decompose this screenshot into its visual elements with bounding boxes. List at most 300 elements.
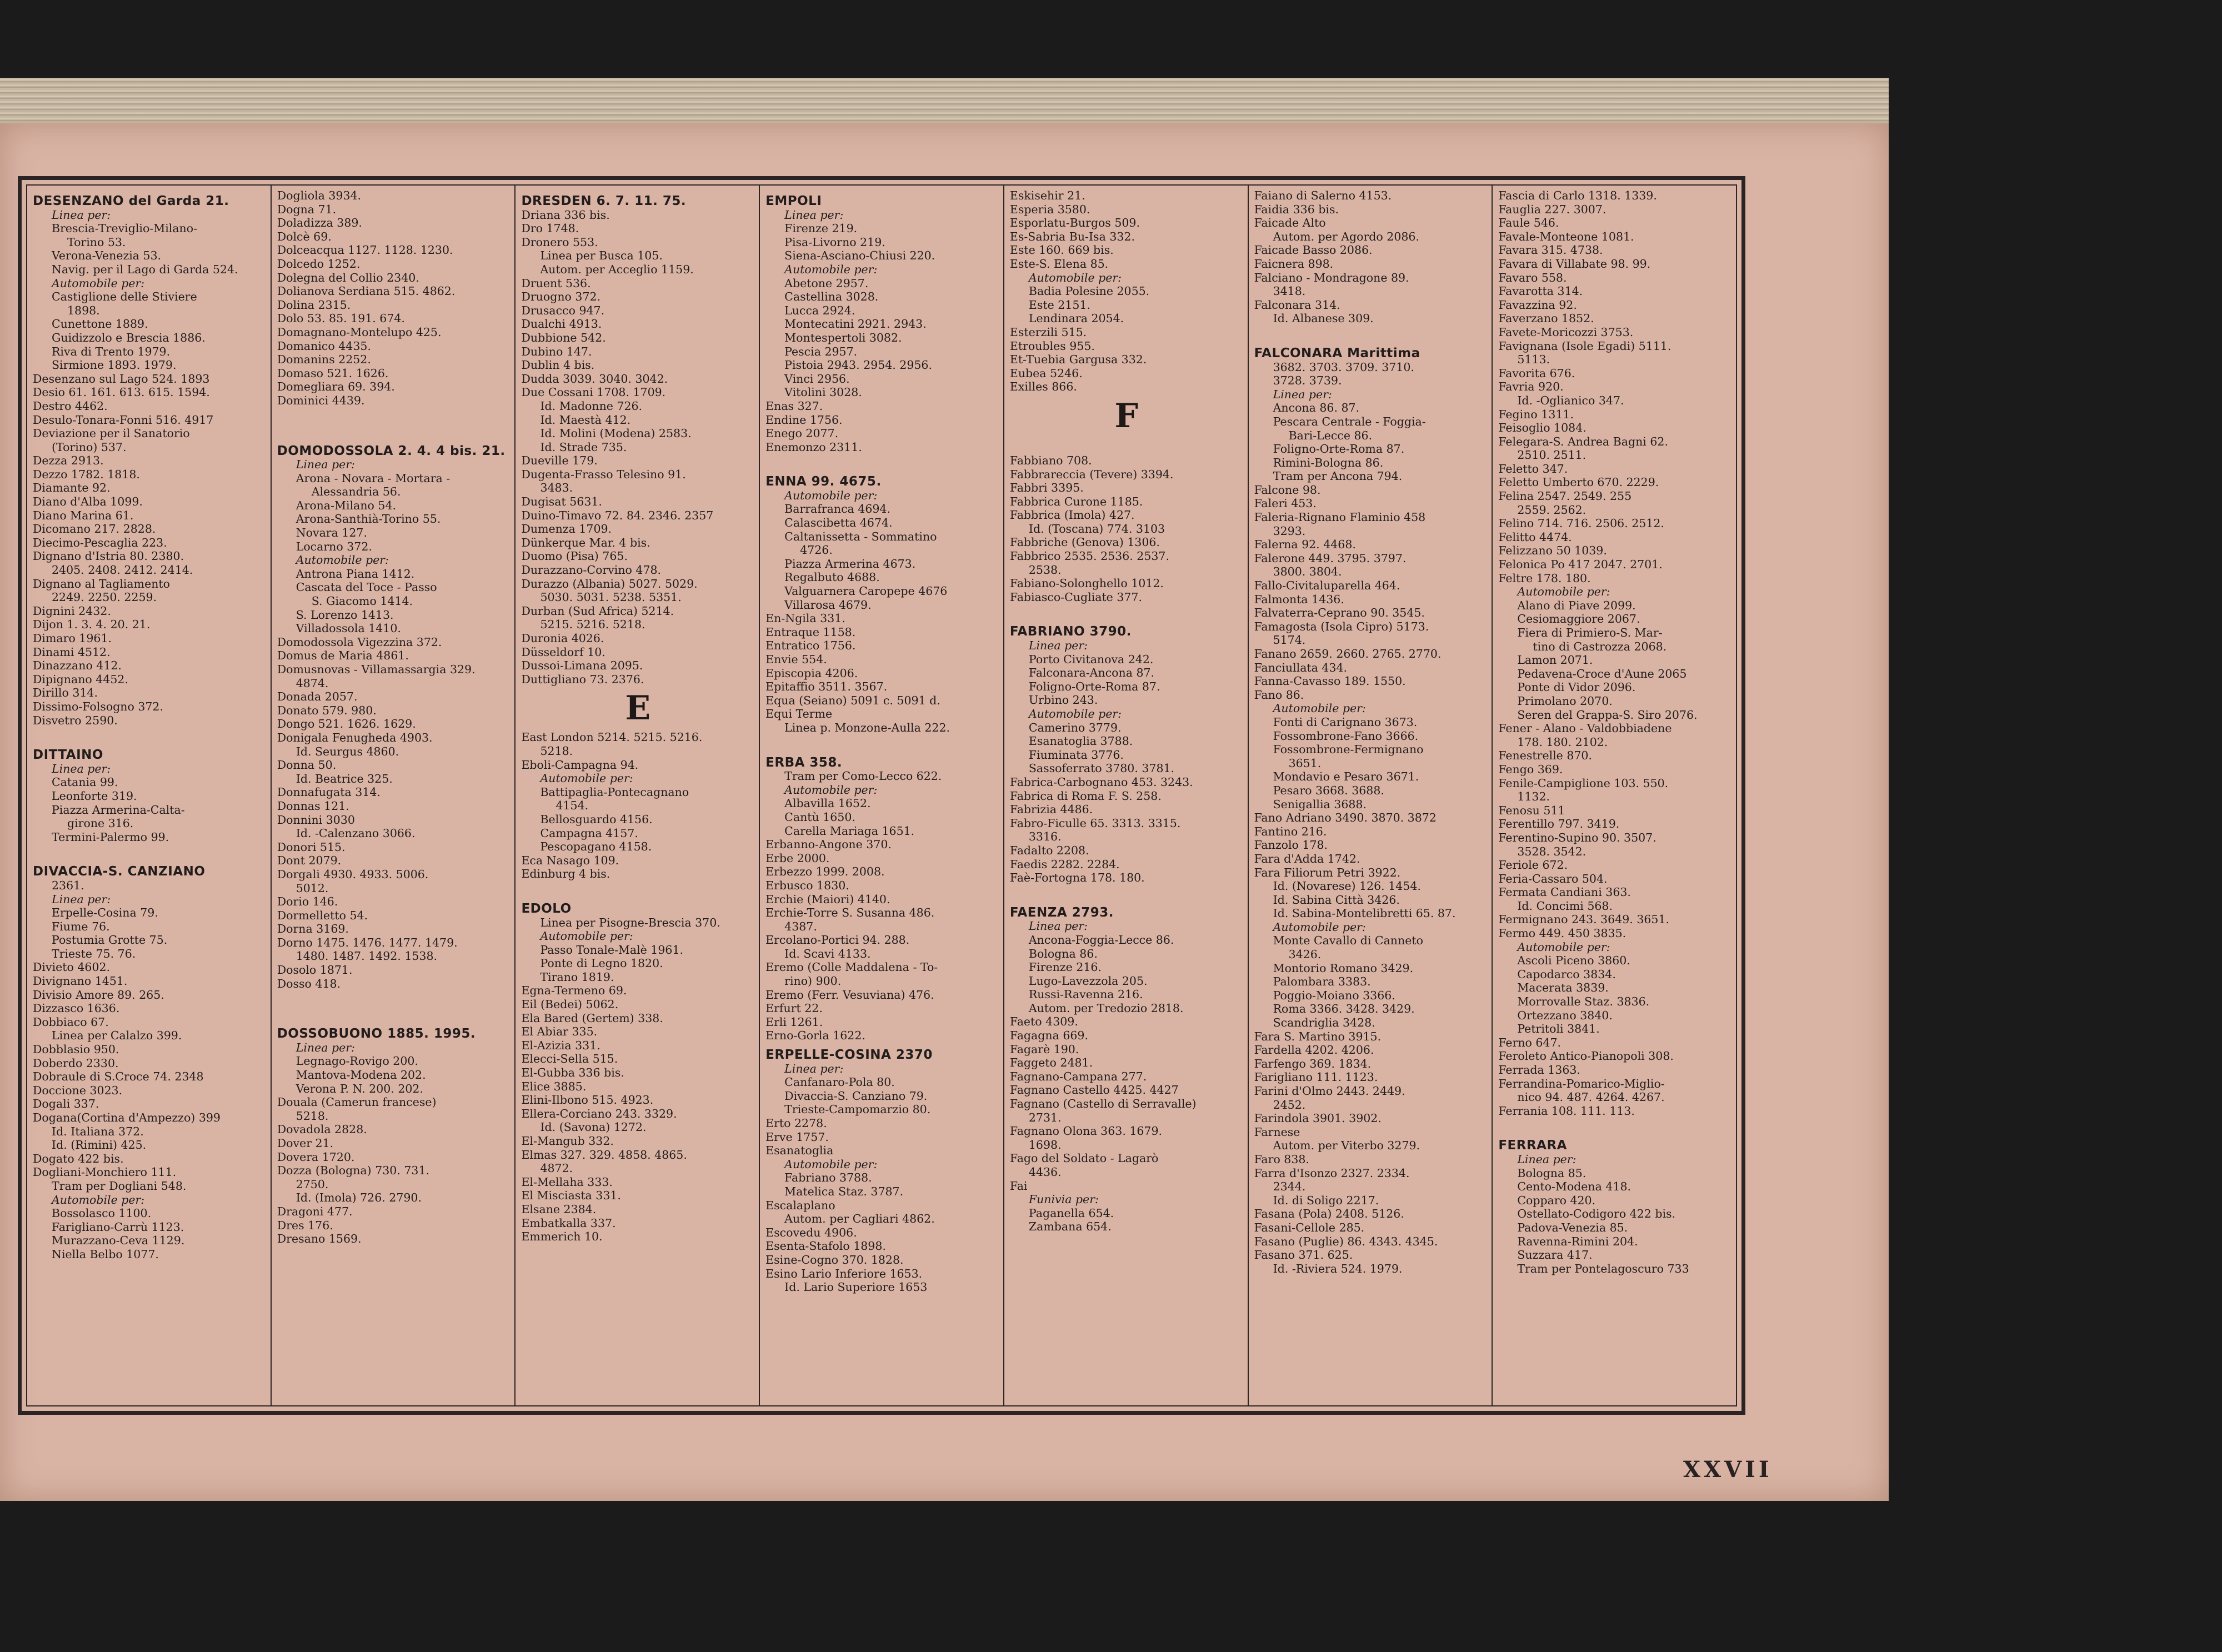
index-entry: Esine-Cogno 370. 1828. [765,1253,904,1266]
index-entry: Duino-Timavo 72. 84. 2346. 2357 [521,508,714,522]
index-entry: Donada 2057. [277,690,358,704]
index-entry: 5215. 5216. 5218. [540,618,645,632]
index-entry: S. Lorenzo 1413. [296,608,394,622]
index-entry: Felonica Po 417 2047. 2701. [1498,558,1663,572]
index-entry: Sassoferrato 3780. 3781. [1028,762,1175,775]
index-entry: Favorita 676. [1498,366,1575,380]
index-entry: Ascoli Piceno 3860. [1517,954,1630,968]
index-entry: Domagnano-Montelupo 425. [277,325,442,339]
index-entry: Dublin 4 bis. [521,358,595,372]
index-entry: Ferentino-Supino 90. 3507. [1498,830,1657,844]
index-entry: Dubino 147. [521,344,592,358]
index-entry: Fabiasco-Cugliate 377. [1009,590,1142,604]
index-entry: Firenze 219. [784,222,858,236]
index-entry: Donigala Fenugheda 4903. [277,730,433,744]
index-entry: Dezza 2913. [33,454,104,468]
index-entry: Petritoli 3841. [1517,1022,1600,1036]
index-entry: Fenestrelle 870. [1498,749,1592,763]
index-entry: Villadossola 1410. [296,622,401,635]
index-entry: Automobile per: [784,1157,878,1171]
index-entry: Murazzano-Ceva 1129. [52,1234,185,1248]
index-entry: Favaro 558. [1498,271,1567,284]
index-entry: Lucca 2924. [784,303,855,317]
index-entry: Ferno 647. [1498,1035,1562,1049]
spacer [765,735,999,750]
index-entry: Faiano di Salerno 4153. [1254,189,1392,202]
index-entry: Linea per: [1028,639,1088,653]
index-entry: Falvaterra-Ceprano 90. 3545. [1254,606,1425,620]
index-entry: Escalaplano [765,1198,835,1212]
index-entry: Escovedu 4906. [765,1225,857,1239]
index-entry: Fiume 76. [52,919,110,933]
index-entry: Feletto Umberto 670. 2229. [1498,475,1659,489]
index-entry: Sirmione 1893. 1979. [52,358,177,372]
index-entry: Fanzolo 178. [1254,838,1328,852]
index-entry: Id. -Oglianico 347. [1517,393,1624,407]
index-entry: Linea per: [52,762,111,775]
index-entry: Dolo 53. 85. 191. 674. [277,312,405,326]
index-entry: Id. Seurgus 4860. [296,744,399,758]
index-entry: Fasano (Puglie) 86. 4343. 4345. [1254,1234,1438,1248]
index-entry: Erpelle-Cosina 79. [52,906,158,920]
index-entry: Linea per: [52,892,111,906]
index-entry: Ferentillo 797. 3419. [1498,817,1620,831]
index-entry: Duomo (Pisa) 765. [521,549,628,563]
index-entry: Id. Madonne 726. [540,399,643,413]
index-entry: Arona - Novara - Mortara - [296,471,451,485]
index-entry: Dijon 1. 3. 4. 20. 21. [33,618,151,632]
index-entry: Disvetro 2590. [33,713,118,727]
index-column-3 [516,186,760,1405]
index-entry: Id. Strade 735. [540,440,627,454]
index-entry: Dinami 4512. [33,645,111,659]
index-entry: Divaccia-S. Canziano 79. [784,1089,928,1103]
index-entry: Autom. per Viterbo 3279. [1273,1139,1420,1153]
spacer [1010,885,1243,900]
index-entry: Fermo 449. 450 3835. [1498,927,1627,940]
index-entry: Automobile per: [1517,585,1610,599]
index-entry: Ponte di Vidor 2096. [1517,680,1636,694]
index-entry: Famagosta (Isola Cipro) 5173. [1254,619,1429,633]
index-entry: nico 94. 487. 4264. 4267. [1517,1090,1665,1104]
index-entry: Duronia 4026. [521,632,604,645]
index-entry: Fano 86. [1254,688,1304,702]
index-entry: Faverzano 1852. [1498,312,1594,326]
index-entry: Farigliano-Carrù 1123. [52,1220,184,1234]
index-entry: Doladizza 389. [277,216,362,230]
index-entry: Faleria-Rignano Flaminio 458 [1254,510,1426,524]
index-entry: 5218. [296,1109,329,1123]
index-entry: Durban (Sud Africa) 5214. [521,604,674,618]
index-entry: Catania 99. [52,775,118,789]
index-entry: Et-Tuebia Gargusa 332. [1009,353,1147,367]
index-entry: Falciano - Mondragone 89. [1254,271,1409,284]
index-entry: Fascia di Carlo 1318. 1339. [1498,189,1657,202]
index-entry: Erfurt 22. [765,1002,823,1015]
index-entry: Fasana (Pola) 2408. 5126. [1254,1207,1404,1221]
index-entry: Dignano d'Istria 80. 2380. [33,549,184,563]
index-entry: El-Azizia 331. [521,1038,600,1052]
index-entry: Fengo 369. [1498,762,1563,776]
index-entry: Dresano 1569. [277,1232,362,1246]
index-entry: Zambana 654. [1028,1220,1112,1234]
index-entry: Erbe 2000. [765,851,830,865]
index-entry: Dogliola 3934. [277,189,362,202]
index-entry: Ostellato-Codigoro 422 bis. [1517,1207,1676,1221]
index-entry: 3483. [540,481,573,495]
index-entry: 3800. 3804. [1273,565,1342,579]
index-entry: Seren del Grappa-S. Siro 2076. [1517,708,1698,722]
index-entry: Linea per: [784,208,844,222]
index-heading: DOSSOBUONO 1885. 1995. [277,1027,476,1042]
index-entry: Dogato 422 bis. [33,1152,124,1165]
index-entry: 2538. [1028,563,1062,577]
index-entry: Verona P. N. 200. 202. [296,1082,423,1095]
index-entry: El Abiar 335. [521,1025,598,1039]
index-entry: Morrovalle Staz. 3836. [1517,995,1650,1009]
index-entry: Falcone 98. [1254,483,1321,497]
index-entry: Dro 1748. [521,222,579,236]
index-entry: Automobile per: [296,553,389,567]
index-entry: Trieste 75. 76. [52,947,136,960]
index-entry: Dosolo 1871. [277,963,353,977]
index-entry: Dueville 179. [521,454,598,468]
index-entry: 3728. 3739. [1273,374,1342,388]
index-heading: DESENZANO del Garda 21. [33,194,229,208]
index-entry: 5174. [1273,633,1306,647]
index-entry: Battipaglia-Pontecagnano [540,785,689,799]
index-entry: Fanciullata 434. [1254,660,1348,674]
index-entry: Dogana(Cortina d'Ampezzo) 399 [33,1111,221,1124]
index-entry: Senigallia 3688. [1273,797,1367,811]
index-entry: Postumia Grotte 75. [52,933,168,947]
index-entry: Fabbrica Curone 1185. [1009,494,1143,508]
index-entry: Linea per: [1517,1152,1577,1166]
index-entry: Dogliani-Monchiero 111. [33,1165,177,1179]
index-entry: Fabrizia 4486. [1009,803,1093,817]
index-entry: Monte Cavallo di Canneto [1273,934,1423,948]
index-entry: Falerone 449. 3795. 3797. [1254,551,1407,565]
index-entry: Bellosguardo 4156. [540,812,653,826]
index-entry: Suzzara 417. [1517,1248,1593,1262]
index-entry: Equa (Seiano) 5091 c. 5091 d. [765,693,940,707]
index-entry: Id. Scavi 4133. [784,947,871,960]
index-entry: Badia Polesine 2055. [1028,284,1150,298]
index-entry: Favazzina 92. [1498,298,1577,312]
index-column-6 [1249,186,1493,1405]
index-entry: Cunettone 1889. [52,317,148,331]
index-entry: Fabriano 3788. [784,1171,872,1185]
index-column-1 [27,186,272,1405]
index-entry: Autom. per Cagliari 4862. [784,1212,935,1226]
index-entry: Bologna 86. [1028,947,1098,960]
index-entry: Cento-Modena 418. [1517,1180,1632,1194]
index-entry: Faedis 2282. 2284. [1009,857,1120,871]
index-entry: 1898. [67,303,100,317]
index-entry: Pesaro 3668. 3688. [1273,783,1384,797]
index-entry: Automobile per: [540,772,633,785]
index-entry: Domanins 2252. [277,353,371,367]
index-entry: Villarosa 4679. [784,598,872,612]
index-entry: Deviazione per il Sanatorio [33,427,190,440]
index-columns [26,184,1737,1406]
index-entry: Pisa-Livorno 219. [784,235,885,249]
index-entry: 3316. [1028,830,1062,844]
index-entry: Verona-Venezia 53. [52,249,162,263]
index-entry: Erve 1757. [765,1130,829,1144]
index-entry: Drusacco 947. [521,303,605,317]
index-entry: Fallo-Civitaluparella 464. [1254,579,1400,593]
index-entry: Id. Beatrice 325. [296,772,393,785]
index-entry: Dolcedo 1252. [277,257,361,271]
index-heading: DIVACCIA-S. CANZIANO [33,864,206,879]
index-entry: Id. Italiana 372. [52,1124,144,1138]
index-entry: Id. (Savona) 1272. [540,1120,647,1134]
index-entry: Favale-Monteone 1081. [1498,229,1634,243]
index-entry: Piazza Armerina-Calta- [52,803,185,817]
index-entry: Fasani-Cellole 285. [1254,1220,1365,1234]
index-entry: 2731. [1028,1110,1062,1124]
index-entry: (Torino) 537. [52,440,127,454]
index-entry: Fonti di Carignano 3673. [1273,715,1418,729]
index-entry: Dolianova Serdiana 515. 4862. [277,284,456,298]
index-entry: Elini-Ilbono 515. 4923. [521,1093,654,1107]
index-entry: Durazzo (Albania) 5027. 5029. [521,577,698,590]
index-entry: Fabiano-Solonghello 1012. [1009,577,1164,590]
index-entry: Faicnera 898. [1254,257,1334,271]
index-heading: ENNA 99. 4675. [765,474,882,489]
index-entry: Driana 336 bis. [521,208,610,222]
spacer [277,408,511,423]
index-frame [18,176,1745,1415]
index-entry: Ortezzano 3840. [1517,1008,1613,1022]
index-entry: Erbanno-Angone 370. [765,838,892,852]
index-entry: Este-S. Elena 85. [1009,257,1109,271]
index-entry: Episcopia 4206. [765,666,858,680]
index-entry: Elsane 2384. [521,1202,597,1216]
index-heading: FABRIANO 3790. [1009,624,1132,639]
index-entry: Id. -Riviera 524. 1979. [1273,1261,1403,1275]
index-entry: Düsseldorf 10. [521,645,605,659]
index-entry: Durazzano-Corvino 478. [521,563,662,577]
index-entry: Fago del Soldato - Lagarò [1009,1152,1159,1165]
index-entry: Eremo (Colle Maddalena - To- [765,960,938,974]
index-entry: Lugo-Lavezzola 205. [1028,974,1148,988]
index-entry: Siena-Asciano-Chiusi 220. [784,249,935,263]
index-entry: Ravenna-Rimini 204. [1517,1234,1638,1248]
index-entry: Castiglione delle Stiviere [52,290,197,304]
index-entry: Faule 546. [1498,216,1559,230]
index-entry: Enego 2077. [765,427,839,440]
spacer [521,881,754,897]
index-entry: Arona-Santhià-Torino 55. [296,512,441,526]
index-entry: Faidia 336 bis. [1254,202,1339,216]
index-heading: DRESDEN 6. 7. 11. 75. [521,194,687,208]
index-entry: Dosso 418. [277,977,341,990]
index-entry: Dussoi-Limana 2095. [521,659,643,673]
index-entry: Automobile per: [1273,702,1366,715]
index-entry: Regalbuto 4688. [784,570,880,584]
index-entry: Dovadola 2828. [277,1123,367,1137]
index-entry: Autom. per Agordo 2086. [1273,229,1419,243]
index-entry: Fermata Candiani 363. [1498,885,1631,899]
index-entry: Fara Filiorum Petri 3922. [1254,865,1401,879]
index-entry: Dozza (Bologna) 730. 731. [277,1164,430,1178]
index-heading: EDOLO [521,901,572,916]
index-entry: Mondavio e Pesaro 3671. [1273,770,1419,784]
index-entry: El-Mangub 332. [521,1134,614,1148]
index-entry: Valguarnera Caropepe 4676 [784,584,948,598]
index-entry: Fabbrica (Imola) 427. [1009,508,1135,522]
index-entry: Felino 714. 716. 2506. 2512. [1498,517,1664,530]
index-entry: Tram per Pontelagoscuro 733 [1517,1261,1689,1275]
index-entry: Vinci 2956. [784,372,850,386]
index-entry: Felegara-S. Andrea Bagni 62. [1498,434,1668,448]
index-entry: Navig. per il Lago di Garda 524. [52,262,238,276]
index-entry: 2405. 2408. 2412. 2414. [52,563,193,577]
index-entry: Fagnano (Castello di Serravalle) [1009,1097,1197,1111]
index-entry: 5030. 5031. 5238. 5351. [540,590,682,604]
index-entry: El-Mellaha 333. [521,1175,613,1189]
index-entry: Faicade Alto [1254,216,1326,230]
index-entry: Dormelletto 54. [277,908,368,922]
index-entry: Id. (Novarese) 126. 1454. [1273,879,1421,893]
index-entry: Felitto 4474. [1498,530,1572,544]
index-entry: Automobile per: [1028,707,1122,720]
index-entry: Fagagna 669. [1009,1029,1088,1043]
index-entry: Envie 554. [765,653,827,666]
index-entry: Termini-Palermo 99. [52,830,169,844]
index-entry: Pescia 2957. [784,344,858,358]
index-entry: Linea per Pisogne-Brescia 370. [540,915,720,929]
spacer [1498,1118,1731,1133]
index-entry: 2361. [52,878,84,892]
index-entry: Urbino 243. [1028,693,1098,707]
index-entry: Favarotta 314. [1498,284,1583,298]
index-entry: Ponte di Legno 1820. [540,957,663,970]
index-entry: Dissimo-Folsogno 372. [33,699,163,713]
index-entry: Bari-Lecce 86. [1288,428,1373,442]
index-entry: Dimaro 1961. [33,632,112,645]
index-entry: Dobblasio 950. [33,1043,119,1057]
index-entry: S. Giacomo 1414. [311,594,413,608]
index-entry: Id. (Rimini) 425. [52,1138,147,1152]
index-entry: Leonforte 319. [52,789,137,803]
spacer [277,423,511,439]
index-entry: Tram per Dogliani 548. [52,1179,187,1193]
index-entry: Linea per: [784,1062,844,1075]
index-entry: Due Cossani 1708. 1709. [521,386,666,399]
index-entry: Dragoni 477. [277,1204,353,1218]
index-entry: Palombara 3383. [1273,975,1371,989]
index-entry: Automobile per: [784,262,878,276]
index-entry: Autom. per Acceglio 1159. [540,262,694,276]
index-entry: Desulo-Tonara-Fonni 516. 4917 [33,413,214,427]
index-entry: Domusnovas - Villamassargia 329. [277,663,476,676]
index-entry: 2344. [1273,1180,1306,1194]
index-entry: Farra d'Isonzo 2327. 2334. [1254,1166,1410,1180]
index-entry: Douala (Camerun francese) [277,1095,437,1109]
index-entry: Dres 176. [277,1218,333,1232]
index-entry: Linea per Calalzo 399. [52,1029,182,1043]
index-entry: Locarno 372. [296,539,372,553]
index-entry: Capodarco 3834. [1517,967,1616,981]
index-entry: Id. Albanese 309. [1273,312,1374,326]
index-entry: Entratico 1756. [765,639,856,653]
index-entry: Dogna 71. [277,202,337,216]
index-entry: Fano Adriano 3490. 3870. 3872 [1254,811,1437,825]
index-entry: 4726. [800,543,833,557]
index-entry: 3651. [1288,756,1322,770]
index-entry: Fasano 371. 625. [1254,1248,1353,1262]
index-entry: Domodossola Vigezzina 372. [277,635,442,649]
index-entry: Linea per: [52,208,111,222]
index-entry: Feletto 347. [1498,462,1568,475]
index-entry: Dolceacqua 1127. 1128. 1230. [277,243,453,257]
index-entry: Ellera-Corciano 243. 3329. [521,1107,677,1120]
index-entry: Linea per Busca 105. [540,249,663,263]
index-entry: Diano d'Alba 1099. [33,495,143,509]
index-entry: Linea per: [296,458,355,472]
index-entry: Russi-Ravenna 216. [1028,988,1143,1002]
index-entry: Desenzano sul Lago 524. 1893 [33,372,210,386]
index-entry: Fenosu 511 [1498,803,1565,817]
index-entry: Dumenza 1709. [521,522,612,536]
index-entry: Id. Sabina Città 3426. [1273,893,1400,907]
index-entry: Fabro-Ficulle 65. 3313. 3315. [1009,816,1181,830]
index-entry: Dominici 4439. [277,393,365,407]
index-entry: Autom. per Tredozio 2818. [1028,1001,1184,1015]
index-entry: Fagnano Olona 363. 1679. [1009,1124,1163,1138]
index-entry: Tram per Como-Lecco 622. [784,769,942,783]
index-entry: Montespertoli 3082. [784,331,902,344]
index-entry: Pedavena-Croce d'Aune 2065 [1517,667,1687,680]
index-entry: Dorgali 4930. 4933. 5006. [277,867,429,881]
index-entry: Cesiomaggiore 2067. [1517,612,1640,626]
index-entry: Esino Lario Inferiore 1653. [765,1266,923,1280]
index-entry: 5012. [296,881,329,895]
index-entry: Pistoia 2943. 2954. 2956. [784,358,932,372]
index-entry: Fanna-Cavasso 189. 1550. [1254,674,1406,688]
index-entry: Donnini 3030 [277,813,355,827]
spacer [33,844,266,859]
index-entry: Campagna 4157. [540,826,638,840]
index-entry: Ferrania 108. 111. 113. [1498,1104,1635,1118]
index-entry: Canfanaro-Pola 80. [784,1075,895,1089]
index-entry: Domaso 521. 1626. [277,366,389,380]
index-entry: 2249. 2250. 2259. [52,590,157,604]
index-entry: Eubea 5246. [1009,366,1083,380]
index-entry: Farindola 3901. 3902. [1254,1112,1382,1125]
index-entry: Dinazzano 412. [33,659,122,673]
index-entry: Id. Molini (Modena) 2583. [540,427,692,440]
index-entry: Faleri 453. [1254,497,1317,510]
index-entry: Id. (Toscana) 774. 3103 [1028,522,1165,535]
index-entry: Dronero 553. [521,235,598,249]
index-entry: Fauglia 227. 3007. [1498,202,1607,216]
index-column-7 [1493,186,1736,1405]
index-entry: Erli 1261. [765,1015,823,1029]
index-entry: Ferrada 1363. [1498,1063,1580,1077]
index-entry: Roma 3366. 3428. 3429. [1273,1002,1415,1016]
index-entry: Id. Maestà 412. [540,413,631,427]
index-entry: Id. Lario Superiore 1653 [784,1280,928,1294]
index-entry: Montorio Romano 3429. [1273,961,1414,975]
index-entry: Pescopagano 4158. [540,840,652,854]
index-entry: Diamante 92. [33,481,111,495]
index-entry: Fossombrone-Fano 3666. [1273,729,1419,743]
index-entry: Cantù 1650. [784,810,855,824]
